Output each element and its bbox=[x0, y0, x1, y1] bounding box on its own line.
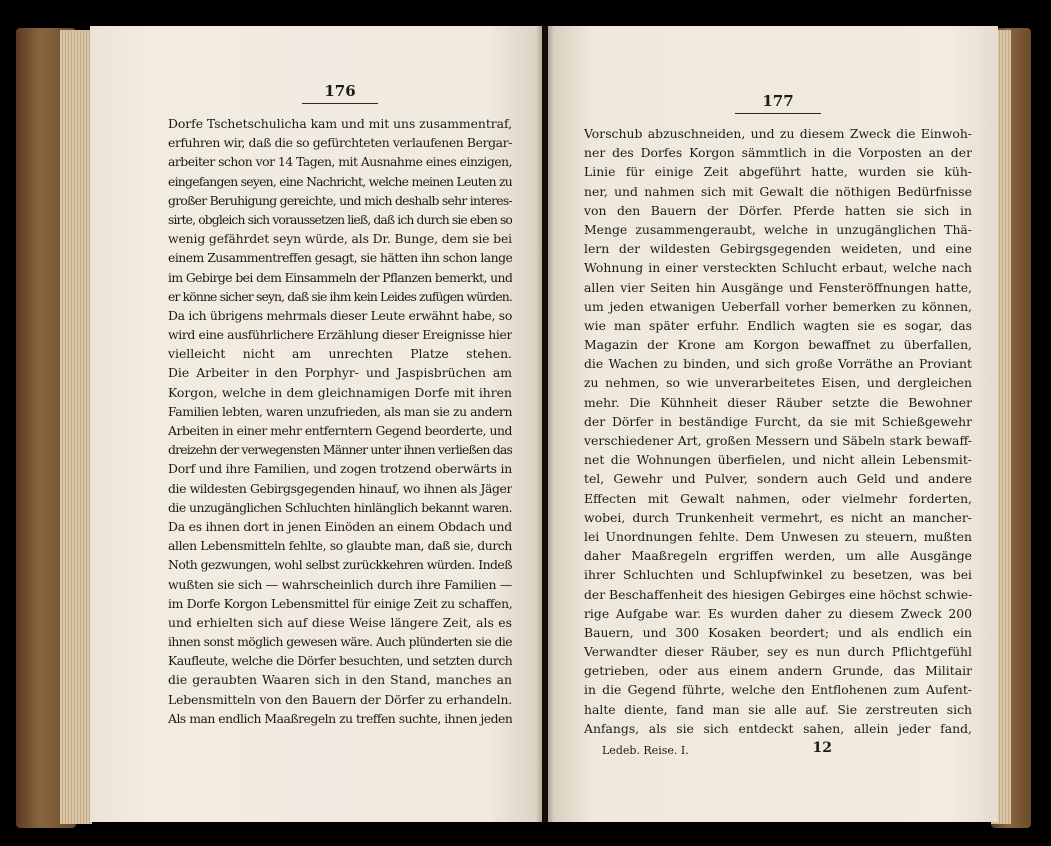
sheet-number: 12 bbox=[812, 740, 832, 756]
text-line: die Wachen zu binden, und sich große Vorräthe an Proviant bbox=[584, 356, 972, 372]
page-number: 176 bbox=[324, 82, 356, 100]
page-number: 177 bbox=[762, 92, 794, 110]
text-line: um jeden etwanigen Ueberfall vorher bemerken zu können, bbox=[584, 298, 972, 314]
text-line: der Beschaffenheit des hiesigen Gebirges eine höchst schwie- bbox=[584, 586, 972, 602]
text-line: Effecten mit Gewalt nahmen, oder vielmehr forderten, bbox=[584, 490, 972, 506]
text-line: Bauern, und 300 Kosaken beordert; und als endlich ein bbox=[584, 624, 972, 640]
text-line: Vorschub abzuschneiden, und zu diesem Zweck die Einwoh- bbox=[584, 126, 972, 141]
left-page bbox=[90, 26, 542, 822]
text-line: sirte, obgleich sich voraussetzen ließ, daß ich durch sie eben so bbox=[168, 211, 512, 227]
text-line: in die Gegend führte, welche den Entflohenen zum Aufent- bbox=[584, 682, 972, 698]
text-line: die unzugänglichen Schluchten hinlänglich bekannt waren. bbox=[168, 499, 512, 515]
text-line: Dorf und ihre Familien, und zogen trotzend oberwärts in bbox=[168, 461, 512, 477]
text-line: im Dorfe Korgon Lebensmittel für einige Zeit zu schaffen, bbox=[168, 595, 512, 611]
right-page bbox=[548, 26, 998, 822]
text-line: wie man später erfuhr. Endlich wagten sie es sogar, das bbox=[584, 317, 972, 333]
text-line: erfuhren wir, daß die so gefürchteten verlaufenen Bergar- bbox=[168, 135, 512, 151]
page-edges-left bbox=[60, 30, 92, 824]
text-line: die wildesten Gebirgsgegenden hinauf, wo ihnen als Jäger bbox=[168, 480, 512, 496]
text-line: Linie für einige Zeit abgeführt hatte, wurden sie küh- bbox=[584, 164, 972, 180]
text-line: Menge zusammengeraubt, welche in unzugänglichen Thä- bbox=[584, 221, 972, 237]
text-line: ner des Dorfes Korgon sämmtlich in die Vorposten an der bbox=[584, 145, 972, 161]
text-line: dreizehn der verwegensten Männer unter ihnen verließen das bbox=[168, 442, 512, 458]
text-line: großer Beruhigung gereichte, und mich deshalb sehr interes- bbox=[168, 192, 512, 208]
text-line: arbeiter schon vor 14 Tagen, mit Ausnahme eines einzigen, bbox=[168, 154, 512, 170]
text-line: Lebensmitteln von den Bauern der Dörfer zu erhandeln. bbox=[168, 691, 512, 707]
text-line: getrieben, oder aus einem andern Grunde, das Militair bbox=[584, 663, 972, 679]
text-line: verschiedener Art, großen Messern und Säbeln stark bewaff- bbox=[584, 433, 972, 448]
text-line: im Gebirge bei dem Einsammeln der Pflanzen bemerkt, und bbox=[168, 269, 512, 285]
text-line: allen vier Seiten hin Ausgänge und Fensteröffnungen hatte, bbox=[584, 279, 972, 295]
text-line: wußten sie sich — wahrscheinlich durch ihre Familien — bbox=[168, 576, 512, 592]
text-line: ihrer Schluchten und Schlupfwinkel zu besetzen, was bei bbox=[584, 567, 972, 583]
text-line: Als man endlich Maaßregeln zu treffen suchte, ihnen jeden bbox=[168, 710, 512, 726]
text-line: halte diente, fand man sie alle auf. Sie zerstreuten sich bbox=[584, 701, 972, 717]
header-rule bbox=[302, 103, 378, 104]
text-line: Anfangs, als sie sich entdeckt sahen, allein jeder fand, bbox=[584, 720, 972, 736]
text-line: rige Aufgabe war. Es wurden daher zu diesem Zweck 200 bbox=[584, 605, 972, 621]
text-line: wenig gefährdet seyn würde, als Dr. Bunge, dem sie bei bbox=[168, 231, 512, 247]
text-line: Familien lebten, waren unzufrieden, als man sie zu andern bbox=[168, 403, 512, 419]
text-line: net die Wohnungen überfielen, und nicht allein Lebensmit- bbox=[584, 452, 972, 468]
text-line: Magazin der Krone am Korgon bewaffnet zu überfallen, bbox=[584, 337, 972, 353]
text-line: tel, Gewehr und Pulver, sondern auch Geld und andere bbox=[584, 471, 972, 487]
text-line: lei Unordnungen fehlte. Dem Unwesen zu steuern, mußten bbox=[584, 528, 972, 544]
text-line: Korgon, welche in dem gleichnamigen Dorfe mit ihren bbox=[168, 384, 512, 400]
text-line: der Dörfer in beständige Furcht, da sie mit Schießgewehr bbox=[584, 413, 972, 429]
text-line: vielleicht nicht am unrechten Platze stehen. bbox=[168, 346, 512, 362]
text-line: ihnen sonst möglich gewesen wäre. Auch plünderten sie die bbox=[168, 634, 512, 650]
signature-mark: Ledeb. Reise. I. bbox=[602, 744, 689, 757]
text-line: Da es ihnen dort in jenen Einöden an einem Obdach und bbox=[168, 518, 512, 534]
book-gutter bbox=[536, 26, 554, 822]
text-line: einem Zusammentreffen gesagt, sie hätten ihn schon lange bbox=[168, 250, 512, 266]
text-line: ner, und nahmen sich mit Gewalt die nöthigen Bedürfnisse bbox=[584, 183, 972, 199]
text-line: von den Bauern der Dörfer. Pferde hatten sie sich in bbox=[584, 202, 972, 218]
text-line: lern der wildesten Gebirgsgegenden weideten, und eine bbox=[584, 241, 972, 257]
text-line: wird eine ausführlichere Erzählung dieser Ereignisse hier bbox=[168, 327, 512, 343]
text-line: Kaufleute, welche die Dörfer besuchten, und setzten durch bbox=[168, 653, 512, 669]
text-line: Da ich übrigens mehrmals dieser Leute erwähnt habe, so bbox=[168, 307, 512, 323]
page-text bbox=[584, 124, 972, 738]
text-line: allen Lebensmitteln fehlte, so glaubte man, daß sie, durch bbox=[168, 538, 512, 554]
text-line: Wohnung in einer versteckten Schlucht erbaut, welche nach bbox=[584, 260, 972, 276]
text-line: daher Maaßregeln ergriffen werden, um alle Ausgänge bbox=[584, 548, 972, 564]
text-line: Noth gezwungen, wohl selbst zurückkehren würden. Indeß bbox=[168, 557, 512, 573]
text-line: Die Arbeiter in den Porphyr- und Jaspisbrüchen am bbox=[168, 365, 512, 381]
text-line: Arbeiten in einer mehr entferntern Gegend beorderte, und bbox=[168, 423, 512, 438]
text-line: zu nehmen, so wie unverarbeitetes Eisen, und dergleichen bbox=[584, 375, 972, 391]
text-line: wobei, durch Trunkenheit vermehrt, es nicht an mancher- bbox=[584, 509, 972, 525]
header-rule bbox=[735, 113, 821, 114]
text-line: Dorfe Tschetschulicha kam und mit uns zusammentraf, bbox=[168, 116, 512, 131]
text-line: er könne sicher seyn, daß sie ihm kein Leides zufügen würden. bbox=[168, 288, 512, 304]
text-line: Verwandter dieser Räuber, sey es nun durch Pflichtgefühl bbox=[584, 644, 972, 660]
page-footer bbox=[584, 740, 972, 760]
page-text bbox=[168, 114, 512, 728]
text-line: eingefangen seyen, eine Nachricht, welche meinen Leuten zu bbox=[168, 173, 512, 189]
text-line: die geraubten Waaren sich in den Stand, manches an bbox=[168, 672, 512, 688]
text-line: mehr. Die Kühnheit dieser Räuber setzte die Bewohner bbox=[584, 394, 972, 410]
text-line: und erhielten sich auf diese Weise längere Zeit, als es bbox=[168, 614, 512, 630]
